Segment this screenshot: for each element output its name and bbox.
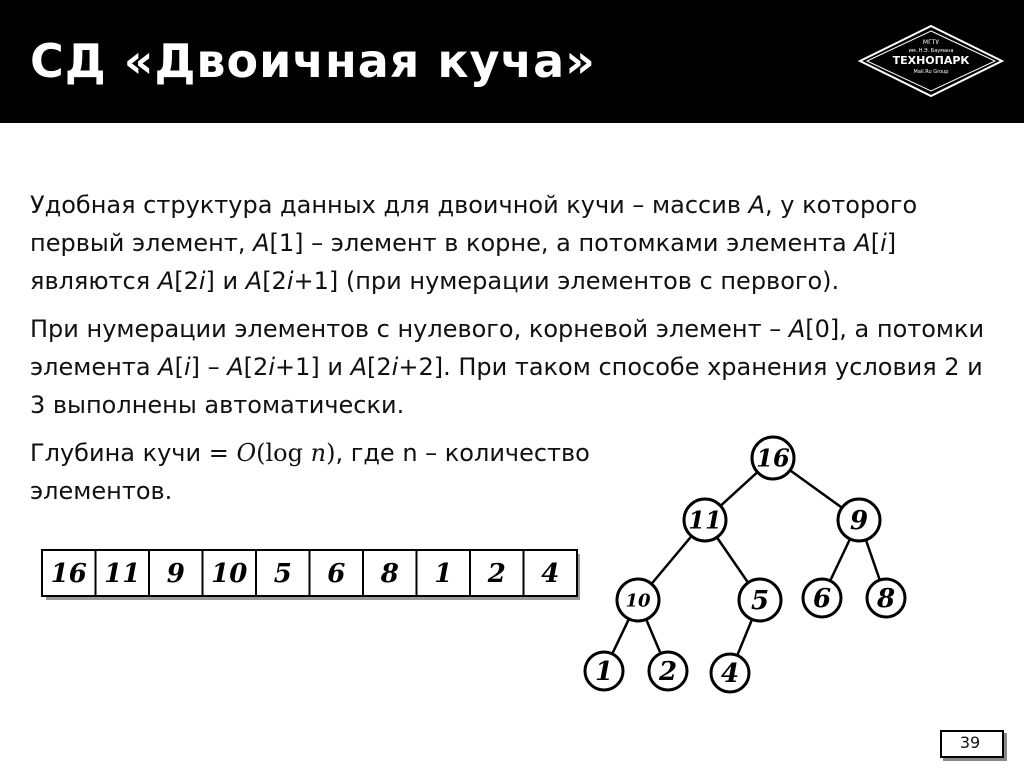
array-cell-value: 11 <box>104 559 141 589</box>
var-n: n <box>310 439 327 467</box>
array-cell-value: 10 <box>211 559 248 589</box>
p1-text-3: [1] – элемент в корне, а потомками элемента <box>269 229 855 257</box>
paragraph-2 <box>30 310 990 424</box>
array-cell-value: 1 <box>434 559 453 589</box>
heap-tree <box>580 430 920 700</box>
p2-text-6: +1] и <box>274 353 351 381</box>
heap-tree-svg <box>580 430 920 700</box>
page-number <box>940 730 1006 760</box>
logo-line4: Mail.Ru Group <box>913 69 949 75</box>
p2-var-a: A <box>788 315 806 343</box>
logo-line3: ТЕХНОПАРК <box>892 54 970 67</box>
tree-node-label: 5 <box>750 586 770 617</box>
header-bar <box>0 0 1024 123</box>
logo-line2: им. Н.Э. Баумана <box>908 48 954 54</box>
p1-var-i: i <box>880 229 887 257</box>
tree-node-label: 8 <box>876 584 896 615</box>
tree-node-label: 6 <box>812 584 832 615</box>
tree-node-label: 9 <box>849 506 869 537</box>
tree-node-label: 1 <box>594 657 614 688</box>
big-o: O <box>236 439 257 467</box>
p2-var-a4: A <box>350 353 368 381</box>
p1-var-a4: A <box>157 267 175 295</box>
array-cell-value: 2 <box>487 559 506 589</box>
p1-var-a2: A <box>253 229 270 257</box>
p1-text-1: Удобная структура данных для двоичной кучи – массив <box>30 191 749 219</box>
p2-text-3: [ <box>174 353 184 381</box>
p2-text-7: [2 <box>367 353 392 381</box>
log-text: (log <box>256 439 311 467</box>
p3-text-1: Глубина кучи = <box>30 439 237 467</box>
logo-line1: МГТУ <box>922 39 940 46</box>
p1-text-6: [2 <box>174 267 199 295</box>
p1-var-i3: i <box>286 267 294 295</box>
p1-var-a5: A <box>245 267 263 295</box>
tree-node-label: 2 <box>658 657 678 688</box>
p2-text-5: [2 <box>243 353 269 381</box>
p1-text-5: ] являются <box>30 229 897 295</box>
p2-var-i: i <box>183 353 191 381</box>
heap-array <box>40 548 580 600</box>
array-cell-value: 6 <box>327 559 346 589</box>
tree-node-label: 4 <box>720 659 740 690</box>
p2-var-a2: A <box>158 353 175 381</box>
p2-text-4: ] – <box>190 353 228 381</box>
technopark-logo <box>856 22 1006 100</box>
p1-text-7: ] и <box>205 267 246 295</box>
p2-var-i3: i <box>391 353 399 381</box>
p2-var-i2: i <box>268 353 275 381</box>
array-cell-value: 16 <box>50 559 87 589</box>
tree-node-label: 16 <box>756 443 790 473</box>
p1-var-a: A <box>748 191 766 219</box>
tree-node-label: 10 <box>625 590 651 612</box>
p1-var-i2: i <box>198 267 206 295</box>
p2-text-1: При нумерации элементов с нулевого, корневой элемент – <box>30 315 789 343</box>
slide-title: СД «Двоичная куча» <box>30 34 596 88</box>
page-number-text: 39 <box>959 733 981 752</box>
p1-text-2: , у которого первый элемент, <box>30 191 918 257</box>
p1-var-a3: A <box>854 229 871 257</box>
p1-text-8: [2 <box>262 267 287 295</box>
p2-text-2: [0], а потомки элемента <box>30 315 985 381</box>
p2-text-8: +2]. При таком способе хранения условия 2 и 3 выполнены автоматически. <box>30 353 983 419</box>
array-cell-value: 5 <box>273 559 292 589</box>
paragraph-3 <box>30 434 630 510</box>
array-cell-value: 4 <box>541 559 560 589</box>
paragraph-1 <box>30 186 990 300</box>
p1-text-4: [ <box>870 229 881 257</box>
close-paren: ) <box>326 439 336 467</box>
tree-node-label: 11 <box>688 505 722 535</box>
heap-array-svg <box>40 548 580 600</box>
p1-text-9: +1] (при нумерации элементов с первого). <box>293 267 840 295</box>
array-cell-value: 8 <box>380 559 399 589</box>
p3-text-2: , где n – количество элементов. <box>30 439 590 505</box>
p2-var-a3: A <box>227 353 244 381</box>
array-cell-value: 9 <box>166 559 185 589</box>
